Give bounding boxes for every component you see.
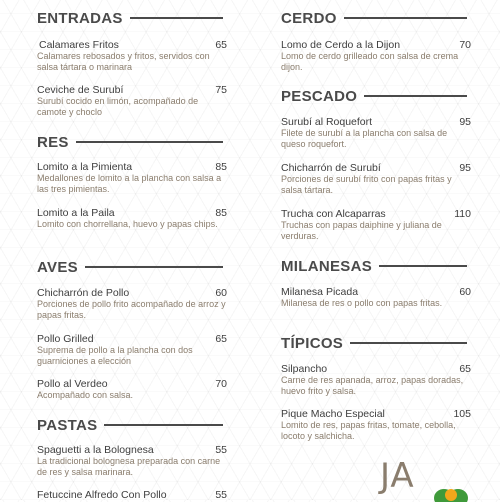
item-description: Lomito de res, papas fritas, tomate, cebolla, locoto y salchicha. [281,420,456,441]
section-title: CERDO [281,9,337,27]
item-price: 110 [454,208,471,220]
item-description: Truchas con papas daiphine y juliana de verduras. [281,220,442,241]
item-price: 65 [215,333,227,345]
section-pescado [281,87,471,241]
item-description: Medallones de lomito a la plancha con salsa a las tres pimientas. [37,173,222,194]
section-divider [350,342,467,344]
item-name: Fetuccine Alfredo Con Pollo [37,489,167,501]
restaurant-logo [380,456,470,500]
item-price: 55 [215,444,227,456]
item-price: 75 [215,84,227,96]
item-name: Spaguetti a la Bolognesa [37,444,154,456]
item-price: 70 [459,39,471,51]
section-divider [104,424,223,426]
item-price: 65 [459,363,471,375]
section-title: PESCADO [281,87,358,105]
section-cerdo [281,9,471,72]
item-price: 60 [459,286,471,298]
item-name: Calamares Fritos [39,39,119,51]
item-description: Lomito con chorrellana, huevo y papas chips. [37,219,218,229]
item-price: 85 [215,207,227,219]
item-price: 55 [215,489,227,501]
section-header [37,10,227,26]
section-title: MILANESAS [281,257,373,275]
section-title: TÍPICOS [281,334,344,352]
section-divider [76,141,223,143]
item-price: 85 [215,161,227,173]
item-description: Porciones de surubí frito con papas fritas y salsa tártara. [281,174,452,195]
section-header [281,88,471,104]
section-header [37,259,227,275]
item-description: Carne de res apanada, arroz, papas doradas, huevo frito y salsa. [281,375,464,396]
item-name: Chicharrón de Surubí [281,162,381,174]
item-name: Silpancho [281,363,328,375]
item-description: Filete de surubí a la plancha con salsa de queso roquefort. [281,128,448,149]
section-header [281,258,471,274]
item-description: Suprema de pollo a la plancha con dos guarniciones a elección [37,345,193,366]
section-divider [379,265,467,267]
item-name: Pollo Grilled [37,333,94,345]
section-tipicos [281,334,471,441]
leaf-logo-icon [434,482,468,502]
item-description: Lomo de cerdo grilleado con salsa de crema dijon. [281,51,459,72]
item-name: Lomo de Cerdo a la Dijon [281,39,401,51]
section-header [281,10,471,26]
section-aves [37,258,227,400]
section-title: RES [37,133,69,151]
item-name: Trucha con Alcaparras [281,208,386,220]
item-price: 70 [215,378,227,390]
item-name: Chicharrón de Pollo [37,287,130,299]
section-header [37,417,227,433]
section-header [37,134,227,150]
item-description: La tradicional bolognesa preparada con carne de res y salsa marinara. [37,456,221,477]
section-divider [85,266,223,268]
item-name: Pique Macho Especial [281,408,385,420]
item-price: 65 [215,39,227,51]
item-description: Acompañado con salsa. [37,390,134,400]
item-name: Surubí al Roquefort [281,116,373,128]
logo-text: JA [380,456,415,496]
item-description: Calamares rebosados y fritos, servidos con salsa tártara o marinara [37,51,210,72]
item-description: Porciones de pollo frito acompañado de arroz y papas fritas. [37,299,226,320]
section-title: AVES [37,258,78,276]
section-divider [344,17,467,19]
item-name: Ceviche de Surubí [37,84,124,96]
section-res [37,133,227,229]
item-price: 105 [453,408,471,420]
section-divider [130,17,223,19]
item-description: Milanesa de res o pollo con papas fritas. [281,298,443,308]
item-name: Pollo al Verdeo [37,378,108,390]
item-price: 95 [459,162,471,174]
item-price: 60 [215,287,227,299]
section-pastas [37,416,227,501]
item-price: 95 [459,116,471,128]
section-divider [364,95,467,97]
section-header [281,335,471,351]
section-title: PASTAS [37,416,98,434]
section-milanesas [281,257,471,308]
section-entradas [37,9,227,117]
item-name: Milanesa Picada [281,286,359,298]
item-description: Surubí cocido en limón, acompañado de camote y choclo [37,96,199,117]
item-name: Lomito a la Paila [37,207,115,219]
item-name: Lomito a la Pimienta [37,161,133,173]
section-title: ENTRADAS [37,9,123,27]
